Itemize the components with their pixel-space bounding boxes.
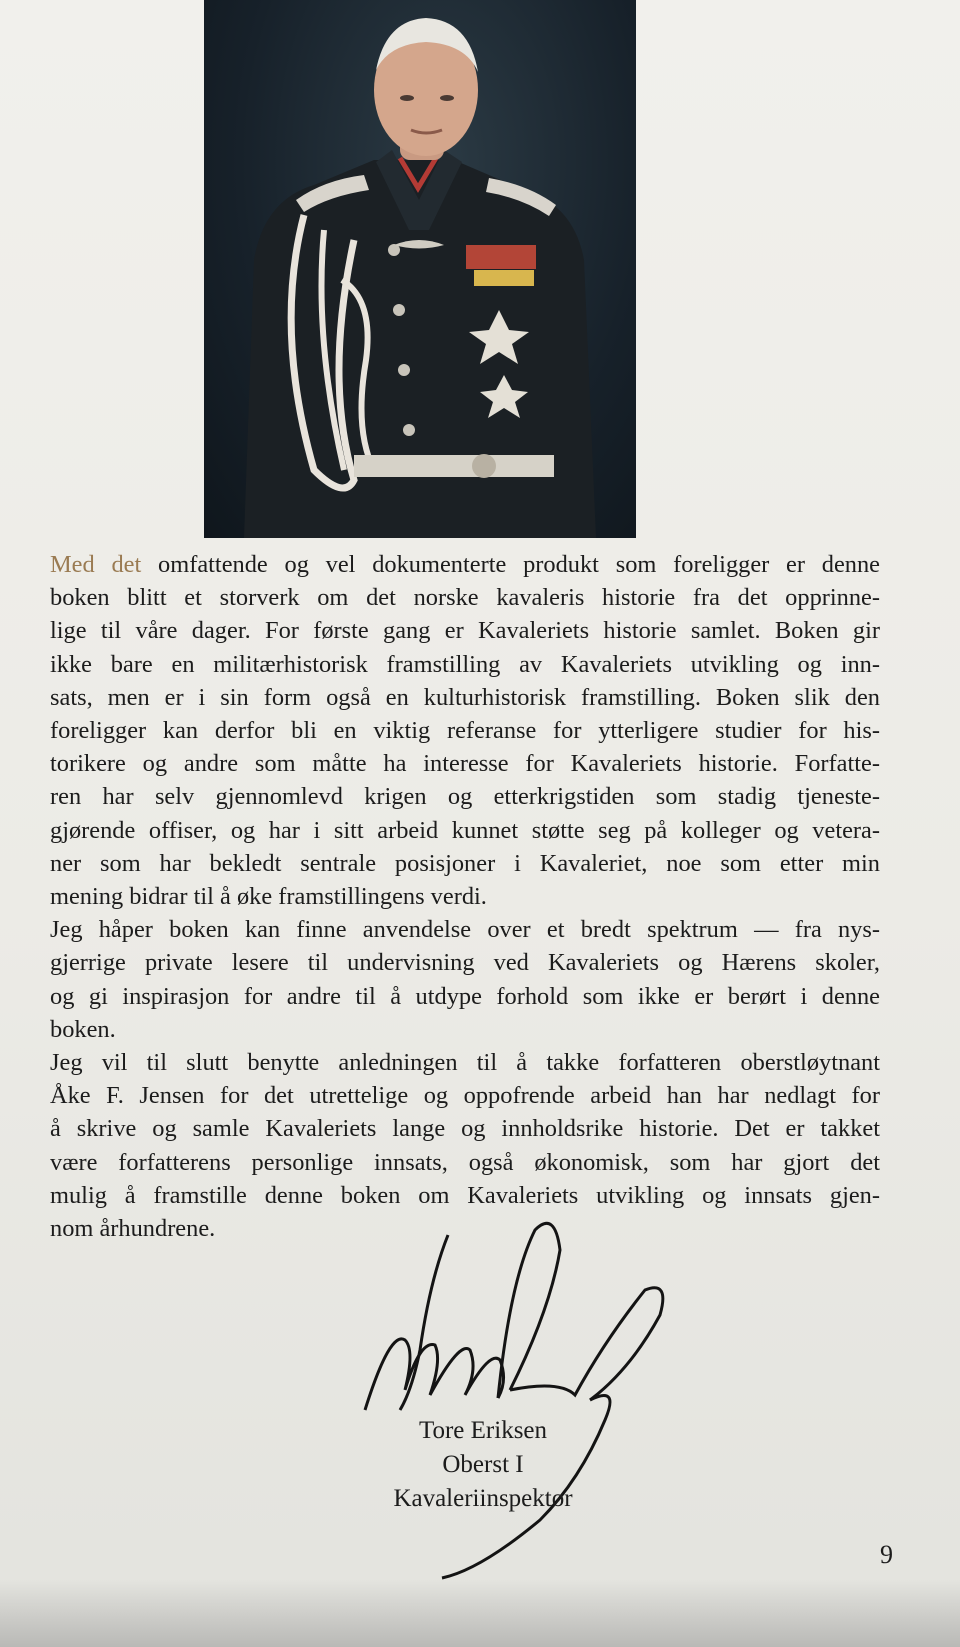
text-line: ner som har bekledt sentrale posisjoner i Kavaleriet, noe som etter min xyxy=(50,849,880,877)
text-line: boken. xyxy=(50,1015,116,1043)
portrait-photo xyxy=(204,0,636,538)
foreword-text xyxy=(50,548,880,1245)
text-line: foreligger kan derfor bli en viktig referanse for ytterligere studier for his- xyxy=(50,717,880,745)
page-number: 9 xyxy=(880,1540,893,1569)
text-line: være forfatterens personlige innsats, også økonomisk, som har gjort det xyxy=(50,1148,880,1176)
text-line xyxy=(50,548,880,581)
text-line: boken blitt et storverk om det norske kavaleris historie fra det opprinne- xyxy=(50,584,880,612)
drop-initial-phrase: Med det xyxy=(50,551,159,578)
text-line: Jeg håper boken kan finne anvendelse over et bredt spektrum — fra nys- xyxy=(50,916,880,944)
text-line: gjerrige private lesere til undervisning ved Kavaleriets og Hærens skoler, xyxy=(50,949,880,977)
signer-name: Tore Eriksen xyxy=(418,1417,548,1444)
officer-portrait-illustration xyxy=(204,0,636,538)
text-line: lige til våre dager. For første gang er Kavaleriets historie samlet. Boken gir xyxy=(50,617,880,645)
text-line: torikere og andre som måtte ha interesse for Kavaleriets historie. Forfatte- xyxy=(50,750,880,778)
signer-rank: Oberst I xyxy=(442,1451,524,1478)
text-line-rest: omfattende og vel dokumenterte produkt som foreligger er denne xyxy=(158,551,880,578)
text-line: sats, men er i sin form også en kulturhistorisk framstilling. Boken slik den xyxy=(50,683,880,711)
text-line: gjørende offiser, og har i sitt arbeid kunnet støtte seg på kolleger og vetera- xyxy=(50,816,880,844)
text-line: og gi inspirasjon for andre til å utdype forhold som ikke er berørt i denne xyxy=(50,982,880,1010)
text-line: mulig å framstille denne boken om Kavaleriets utvikling og innsats gjen- xyxy=(50,1181,880,1209)
text-line: ikke bare en militærhistorisk framstilling av Kavaleriets utvikling og inn- xyxy=(50,650,880,678)
page-bottom-shadow xyxy=(0,1580,960,1647)
handwritten-signature xyxy=(360,1220,700,1580)
signature-block xyxy=(368,1414,598,1516)
text-line: ren har selv gjennomlevd krigen og etterkrigstiden som stadig tjeneste- xyxy=(50,783,880,811)
text-line: Jeg vil til slutt benytte anledningen til å takke forfatteren oberstløytnant xyxy=(50,1049,880,1077)
text-line: nom århundrene. xyxy=(50,1215,216,1243)
text-line: mening bidrar til å øke framstillingens verdi. xyxy=(50,883,487,911)
signer-title: Kavaleriinspektør xyxy=(393,1485,573,1512)
text-line: Åke F. Jensen for det utrettelige og oppofrende arbeid han har nedlagt for xyxy=(50,1082,880,1110)
text-line: å skrive og samle Kavaleriets lange og innholdsrike historie. Det er takket xyxy=(50,1115,880,1143)
